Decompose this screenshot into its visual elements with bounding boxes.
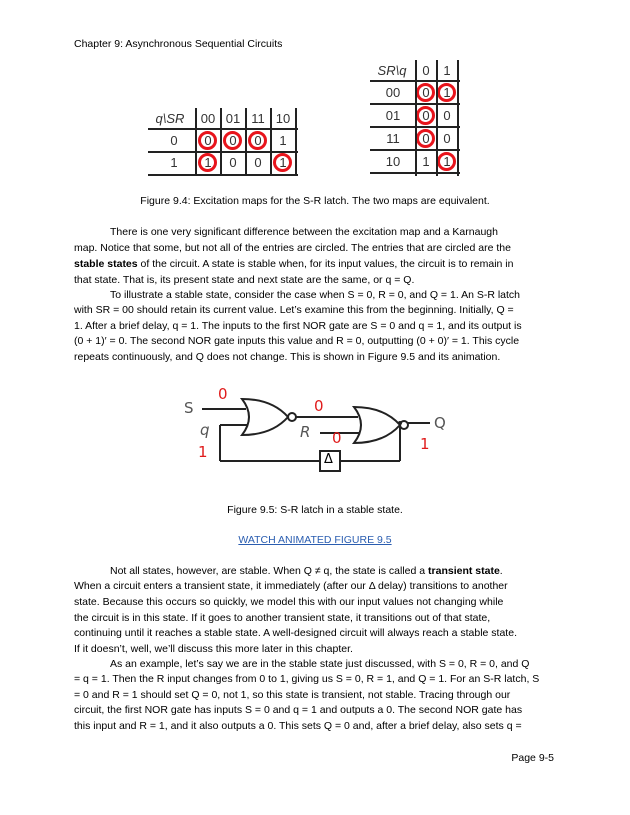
map-grid-line — [436, 60, 438, 176]
value-q: 1 — [198, 443, 208, 461]
map-cell: 0 — [422, 85, 430, 100]
stable-states-term: stable states — [74, 258, 138, 270]
map-col-header: 00 — [200, 111, 216, 126]
map-grid-line — [148, 128, 298, 130]
map-grid-line — [195, 108, 197, 176]
nor-gate-1 — [242, 399, 288, 435]
value-q-out: 1 — [420, 435, 430, 453]
paragraph-line: map. Notice that some, but not all of the entries are circled. The entries that are circled are the — [74, 242, 511, 254]
map-grid-line — [295, 108, 297, 176]
paragraph-line: To illustrate a stable state, consider the case when S = 0, R = 0, and Q = 1. An S-R latch — [110, 289, 521, 301]
label-q-output: Q — [434, 414, 446, 432]
map-cell: 0 — [443, 108, 451, 123]
map-grid-line — [220, 108, 222, 176]
value-s: 0 — [218, 385, 228, 403]
label-q-input: q — [200, 421, 210, 439]
watch-animated-figure-link[interactable]: WATCH ANIMATED FIGURE 9.5 — [238, 534, 392, 546]
map-cell: 1 — [443, 154, 451, 169]
value-mid: 0 — [314, 397, 324, 415]
map-cell: 1 — [279, 133, 287, 148]
map-row-header: 1 — [170, 155, 178, 170]
paragraph-line: = q = 1. Then the R input changes from 0 to 1, giving us S = 0, R = 1, and Q = 1. For an S-R latch, S — [74, 673, 540, 685]
map-cell: 0 — [229, 133, 237, 148]
paragraph-line: with SR = 00 should retain its current value. Let’s examine this from the beginning. Initially, Q = — [74, 304, 514, 316]
excitation-map-right — [370, 60, 462, 176]
paragraph-line — [110, 565, 503, 578]
map-row-header: 00 — [385, 85, 401, 100]
nor-gate-2 — [354, 407, 400, 443]
paragraph-line — [74, 258, 513, 271]
figure-9-4-caption: Figure 9.4: Excitation maps for the S-R latch. The two maps are equivalent. — [140, 195, 490, 207]
figure-9-5-caption: Figure 9.5: S-R latch in a stable state. — [227, 504, 403, 516]
map-col-header: 01 — [225, 111, 241, 126]
transient-state-term: transient state — [428, 565, 500, 577]
paragraph-line: 1. After a brief delay, q = 1. The inputs to the first NOR gate are S = 0 and q = 1, and its output is — [74, 320, 522, 332]
paragraph-line: continuing until it reaches a stable state. A well-designed circuit will always reach a stable state. — [74, 627, 517, 639]
paragraph-text: . — [499, 565, 503, 577]
paragraph-line: this input and R = 1, and it also outputs a 0. This sets Q = 0 and, after a brief delay, also sets q = — [74, 720, 522, 732]
paragraph-line: that state. That is, its present state and next state are the same, or q = Q. — [74, 274, 415, 286]
value-r: 0 — [332, 429, 342, 447]
paragraph-line: If it doesn’t, well, we’ll discuss this more later in this chapter. — [74, 643, 353, 655]
map-grid-line — [415, 60, 417, 176]
map-cell: 0 — [204, 133, 212, 148]
map-cell: 0 — [254, 133, 262, 148]
map-grid-line — [270, 108, 272, 176]
map-row-header: 10 — [385, 154, 401, 169]
paragraph-line: state. Because this occurs so quickly, we model this with our input values not changing while — [74, 596, 504, 608]
paragraph-text: of the circuit. A state is stable when, for its input values, the circuit is to remain in — [137, 258, 514, 270]
paragraph-line: = 0 and R = 1 should set Q = 0, not 1, so this state is transient, not stable. Tracing through our — [74, 689, 511, 701]
map-cell: 1 — [279, 155, 287, 170]
paragraph-line: When a circuit enters a transient state, it immediately (after our Δ delay) transitions to another — [74, 580, 508, 592]
map-cell: 1 — [422, 154, 430, 169]
map-col-header: 0 — [422, 63, 430, 78]
paragraph-line: As an example, let’s say we are in the stable state just discussed, with S = 0, R = 0, and Q — [110, 658, 530, 670]
chapter-header: Chapter 9: Asynchronous Sequential Circuits — [74, 38, 283, 50]
map-row-header: 0 — [170, 133, 178, 148]
map-grid-line — [148, 151, 298, 153]
map-corner-label: q\SR — [155, 111, 185, 126]
map-grid-line — [148, 174, 298, 176]
map-corner-label: SR\q — [377, 63, 407, 78]
map-cell: 0 — [254, 155, 262, 170]
paragraph-line: (0 + 1)′ = 0. The second NOR gate inputs this value and R = 0, outputting (0 + 0)′ = 1. This cycle — [74, 335, 520, 347]
delta-symbol: Δ — [324, 452, 333, 467]
map-col-header: 1 — [443, 63, 451, 78]
map-cell: 0 — [443, 131, 451, 146]
map-cell: 1 — [204, 155, 212, 170]
map-grid-line — [245, 108, 247, 176]
page-number: Page 9-5 — [511, 752, 554, 764]
map-col-header: 11 — [251, 111, 265, 126]
paragraph-text: Not all states, however, are stable. When Q ≠ q, the state is called a — [110, 565, 429, 577]
label-r: R — [300, 423, 311, 441]
paragraph-line: circuit, the first NOR gate has inputs S = 0 and q = 1 and outputs a 0. The second NOR gate has — [74, 704, 523, 716]
paragraph-line: There is one very significant difference between the excitation map and a Karnaugh — [110, 226, 498, 238]
junction-dot — [398, 421, 402, 425]
paragraph-line: repeats continuously, and Q does not change. This is shown in Figure 9.5 and its animation. — [74, 351, 501, 363]
map-grid-line — [457, 60, 459, 176]
paragraph-line: the circuit is in this state. If it goes to another transient state, it transitions out of that state, — [74, 612, 491, 624]
map-cell: 0 — [422, 108, 430, 123]
map-cell: 0 — [229, 155, 237, 170]
map-cell: 0 — [422, 131, 430, 146]
map-col-header: 10 — [275, 111, 291, 126]
sr-latch-circuit — [180, 385, 450, 480]
map-row-header: 01 — [385, 108, 401, 123]
excitation-map-left — [148, 108, 300, 176]
map-row-header: 11 — [386, 131, 400, 146]
label-s: S — [184, 399, 194, 417]
map-cell: 1 — [443, 85, 451, 100]
